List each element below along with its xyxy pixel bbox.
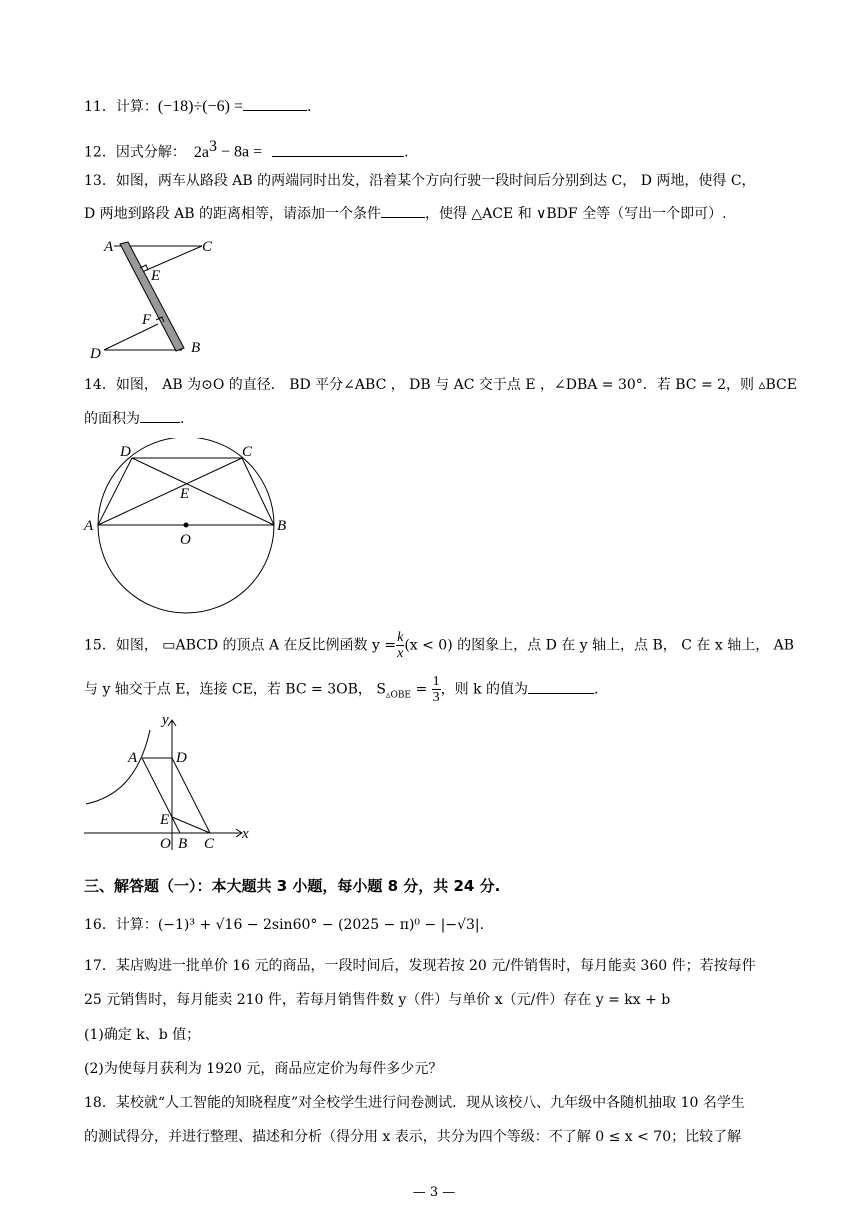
q13-line2-b: ，使得 △ACE 和 ∨BDF 全等（写出一个即可）. — [424, 206, 727, 222]
chord-ac — [98, 458, 242, 525]
q17-sub1: (1)确定 k、b 值； — [84, 1027, 201, 1043]
q11-expression: (−18)÷(−6) = — [157, 98, 243, 115]
q13-answer-blank — [381, 203, 425, 218]
chord-cb — [242, 458, 274, 525]
q12-expr-a: 2a — [193, 143, 209, 161]
chord-ad — [98, 458, 132, 525]
q11-label: 计算： — [115, 99, 158, 115]
hyperbola-curve — [86, 730, 150, 804]
q15-answer-blank — [528, 679, 594, 694]
label-a: A — [84, 518, 94, 534]
q15-frac2-den: 3 — [432, 690, 440, 705]
q11-number: 11． — [84, 99, 116, 115]
q15-frac2-num: 1 — [432, 674, 440, 689]
q15-line2-b: ，则 k 的值为 — [440, 681, 529, 698]
q14-line2 — [84, 408, 184, 429]
label-d: D — [90, 346, 101, 362]
label-c: C — [242, 444, 253, 460]
q15-line1 — [84, 630, 794, 660]
label-e: E — [151, 268, 161, 284]
q15-frac-den: x — [397, 646, 404, 661]
label-c: C — [202, 239, 213, 255]
label-y: y — [162, 712, 169, 728]
q14-line2-b: . — [180, 411, 185, 427]
q14-figure — [80, 438, 300, 624]
q15-line2-eq: = — [411, 681, 432, 698]
q14-line2-a: 的面积为 — [84, 411, 140, 427]
label-b: B — [191, 340, 201, 356]
q13-line2 — [84, 203, 727, 224]
label-e: E — [180, 486, 190, 502]
q12-end: . — [404, 144, 409, 161]
q15-line2-a: 与 y 轴交于点 E，连接 CE，若 BC = 3OB， S — [84, 681, 386, 698]
q15-line1-a: 15．如图， ▭ABCD 的顶点 A 在反比例函数 y = — [84, 637, 397, 654]
label-o: O — [180, 532, 191, 548]
q13-line2-a: D 两地到路段 AB 的距离相等，请添加一个条件 — [84, 206, 381, 222]
q14-line1: 14．如图， AB 为⊙O 的直径． BD 平分∠ABC ， DB 与 AC 交于点 E ，∠DBA = 30°．若 BC = 2，则 ▵BCE — [84, 377, 797, 393]
q13-figure — [84, 232, 224, 364]
q12-answer-blank — [272, 142, 404, 157]
label-a: A — [128, 750, 138, 766]
q17-sub2: (2)为使每月获利为 1920 元，商品应定价为每件多少元？ — [84, 1061, 443, 1077]
segment-dc — [172, 758, 210, 833]
q13-line1: 13．如图，两车从路段 AB 的两端同时出发，沿着某个方向行驶一段时间后分别到达 C， D 两地，使得 C， — [84, 173, 756, 189]
center-o-dot — [184, 523, 189, 528]
label-d: D — [176, 750, 187, 766]
label-c: C — [204, 836, 215, 852]
label-d: D — [120, 444, 131, 460]
q11-end: . — [307, 99, 312, 115]
q15-figure — [84, 710, 254, 855]
label-e: E — [160, 812, 170, 828]
q14-answer-blank — [140, 408, 180, 423]
q12-expr-b: − 8a = — [216, 143, 267, 161]
q17-line1: 17．某店购进一批单价 16 元的商品，一段时间后，发现若按 20 元/件销售时，每月能卖 360 件；若按每件 — [84, 958, 756, 974]
segment-ec — [172, 817, 210, 833]
label-b: B — [178, 836, 188, 852]
q16-text: 16．计算：(−1)³ + √16 − 2sin60° − (2025 − π)⁰ − |−√3|. — [84, 917, 485, 933]
q15-line1-b: (x < 0) 的图象上，点 D 在 y 轴上，点 B， C 在 x 轴上， AB — [404, 637, 795, 654]
q15-frac-num: k — [397, 630, 404, 645]
q15-line2-end: . — [594, 681, 599, 698]
q12-number: 12． — [84, 144, 116, 161]
section-3-heading: 三、解答题（一）：本大题共 3 小题，每小题 8 分，共 24 分. — [84, 877, 501, 895]
q17-line2: 25 元销售时，每月能卖 210 件，若每月销售件数 y（件）与单价 x（元/件）存在 y = kx + b — [84, 992, 671, 1008]
question-11 — [84, 96, 311, 117]
question-12 — [84, 137, 409, 163]
label-a: A — [104, 239, 114, 255]
label-o: O — [160, 836, 171, 852]
q15-line2-sub: ▵OBE — [385, 690, 412, 701]
q11-answer-blank — [243, 96, 307, 111]
page-number: — 3 — — [412, 1185, 456, 1200]
q15-fraction-one-third — [432, 674, 441, 705]
q12-expr-exp: 3 — [208, 138, 217, 155]
q18-line2: 的测试得分，并进行整理、描述和分析（得分用 x 表示，共分为四个等级：不了解 0 ≤ x < 70；比较了解 — [84, 1129, 742, 1145]
q18-line1: 18．某校就“人工智能的知晓程度”对全校学生进行问卷测试．现从该校八、九年级中各随机抽取 10 名学生 — [84, 1095, 745, 1111]
label-f: F — [142, 312, 152, 328]
q15-line2 — [84, 674, 599, 704]
q12-label: 因式分解： — [115, 144, 186, 161]
label-x: x — [242, 826, 249, 842]
label-b: B — [277, 518, 287, 534]
